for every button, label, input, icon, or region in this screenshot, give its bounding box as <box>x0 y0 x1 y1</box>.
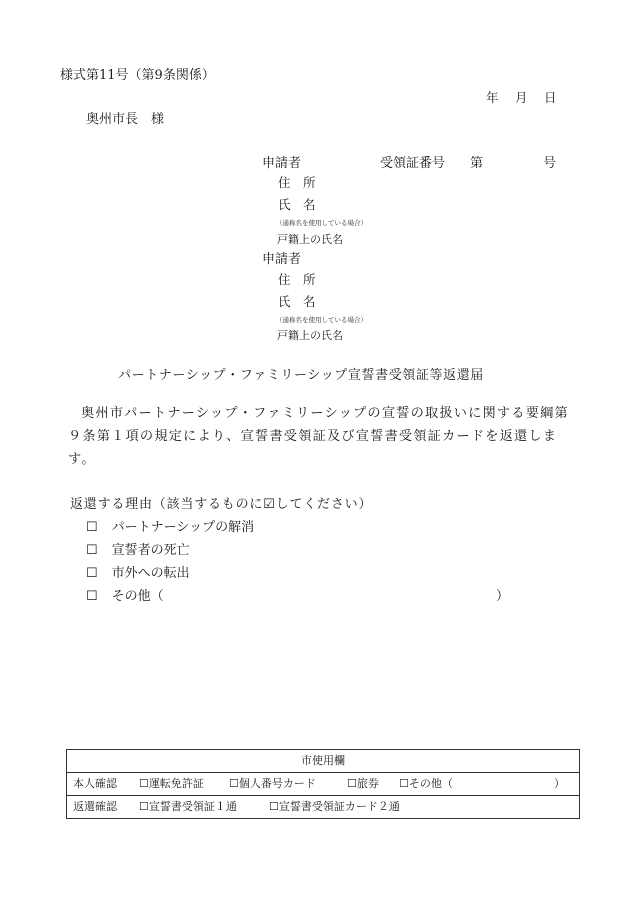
id-option-drivers-license[interactable]: ☐運転免許証 <box>139 777 204 790</box>
date-day-label: 日 <box>544 90 557 105</box>
applicant-1-name-label: 氏 名 <box>278 197 316 212</box>
identity-check-label: 本人確認 <box>73 777 117 790</box>
return-check-row <box>67 796 579 818</box>
id-option-passport[interactable]: ☐旅券 <box>347 777 379 790</box>
applicant-2-alias-note: （通称名を使用している場合） <box>276 316 367 324</box>
id-option-my-number-card[interactable]: ☐個人番号カード <box>229 777 316 790</box>
reason-heading: 返還する理由（該当するものに☑してください） <box>70 497 373 512</box>
reason-option-4-label: その他（ <box>111 589 164 604</box>
certificate-number-prefix: 第 <box>470 156 484 171</box>
applicant-1-alias-note: （通称名を使用している場合） <box>276 219 367 227</box>
reason-option-3[interactable] <box>86 562 190 581</box>
addressee: 奥州市長 様 <box>86 112 165 127</box>
reason-option-2[interactable] <box>86 539 190 558</box>
reason-option-2-label: 宣誓者の死亡 <box>111 543 190 558</box>
reason-option-4[interactable] <box>86 585 164 604</box>
return-option-certificate[interactable]: ☐宣誓書受領証１通 <box>139 800 237 813</box>
checkbox-icon[interactable]: ☐ <box>86 589 98 604</box>
office-use-header: 市使用欄 <box>67 750 579 773</box>
document-title: パートナーシップ・ファミリーシップ宣誓書受領証等返還届 <box>118 368 484 383</box>
reason-option-1[interactable] <box>86 516 254 535</box>
return-option-card[interactable]: ☐宣誓書受領証カード２通 <box>269 800 400 813</box>
form-number: 様式第11号（第9条関係） <box>60 68 215 83</box>
checkbox-icon[interactable]: ☐ <box>86 520 98 535</box>
reason-option-1-label: パートナーシップの解消 <box>111 520 255 535</box>
applicant-2-address-label: 住 所 <box>278 272 316 287</box>
applicant-2-registered-name-label: 戸籍上の氏名 <box>277 329 343 342</box>
applicant-1-registered-name-label: 戸籍上の氏名 <box>277 233 343 246</box>
date-year-label: 年 <box>486 90 499 105</box>
identity-check-row <box>67 773 579 796</box>
applicant-1-heading: 申請者 <box>262 156 302 171</box>
office-use-table <box>66 749 580 819</box>
id-option-other-close: ） <box>554 777 565 790</box>
certificate-number-suffix: 号 <box>543 156 557 171</box>
id-option-other[interactable]: ☐その他（ <box>399 777 453 790</box>
applicant-1-address-label: 住 所 <box>278 175 316 190</box>
return-check-label: 返還確認 <box>73 800 117 813</box>
date-month-label: 月 <box>515 90 528 105</box>
certificate-number-label: 受領証番号 <box>380 156 446 171</box>
body-paragraph: 奥州市パートナーシップ・ファミリーシップの宣誓の取扱いに関する要綱第９条第１項の規定により、宣誓書受領証及び宣誓書受領証カードを返還します。 <box>68 406 569 467</box>
checkbox-icon[interactable]: ☐ <box>86 543 98 558</box>
applicant-2-name-label: 氏 名 <box>278 294 316 309</box>
applicant-2-heading: 申請者 <box>262 252 302 267</box>
checkbox-icon[interactable]: ☐ <box>86 566 98 581</box>
reason-other-close-paren: ） <box>496 589 510 604</box>
reason-option-3-label: 市外への転出 <box>111 566 190 581</box>
